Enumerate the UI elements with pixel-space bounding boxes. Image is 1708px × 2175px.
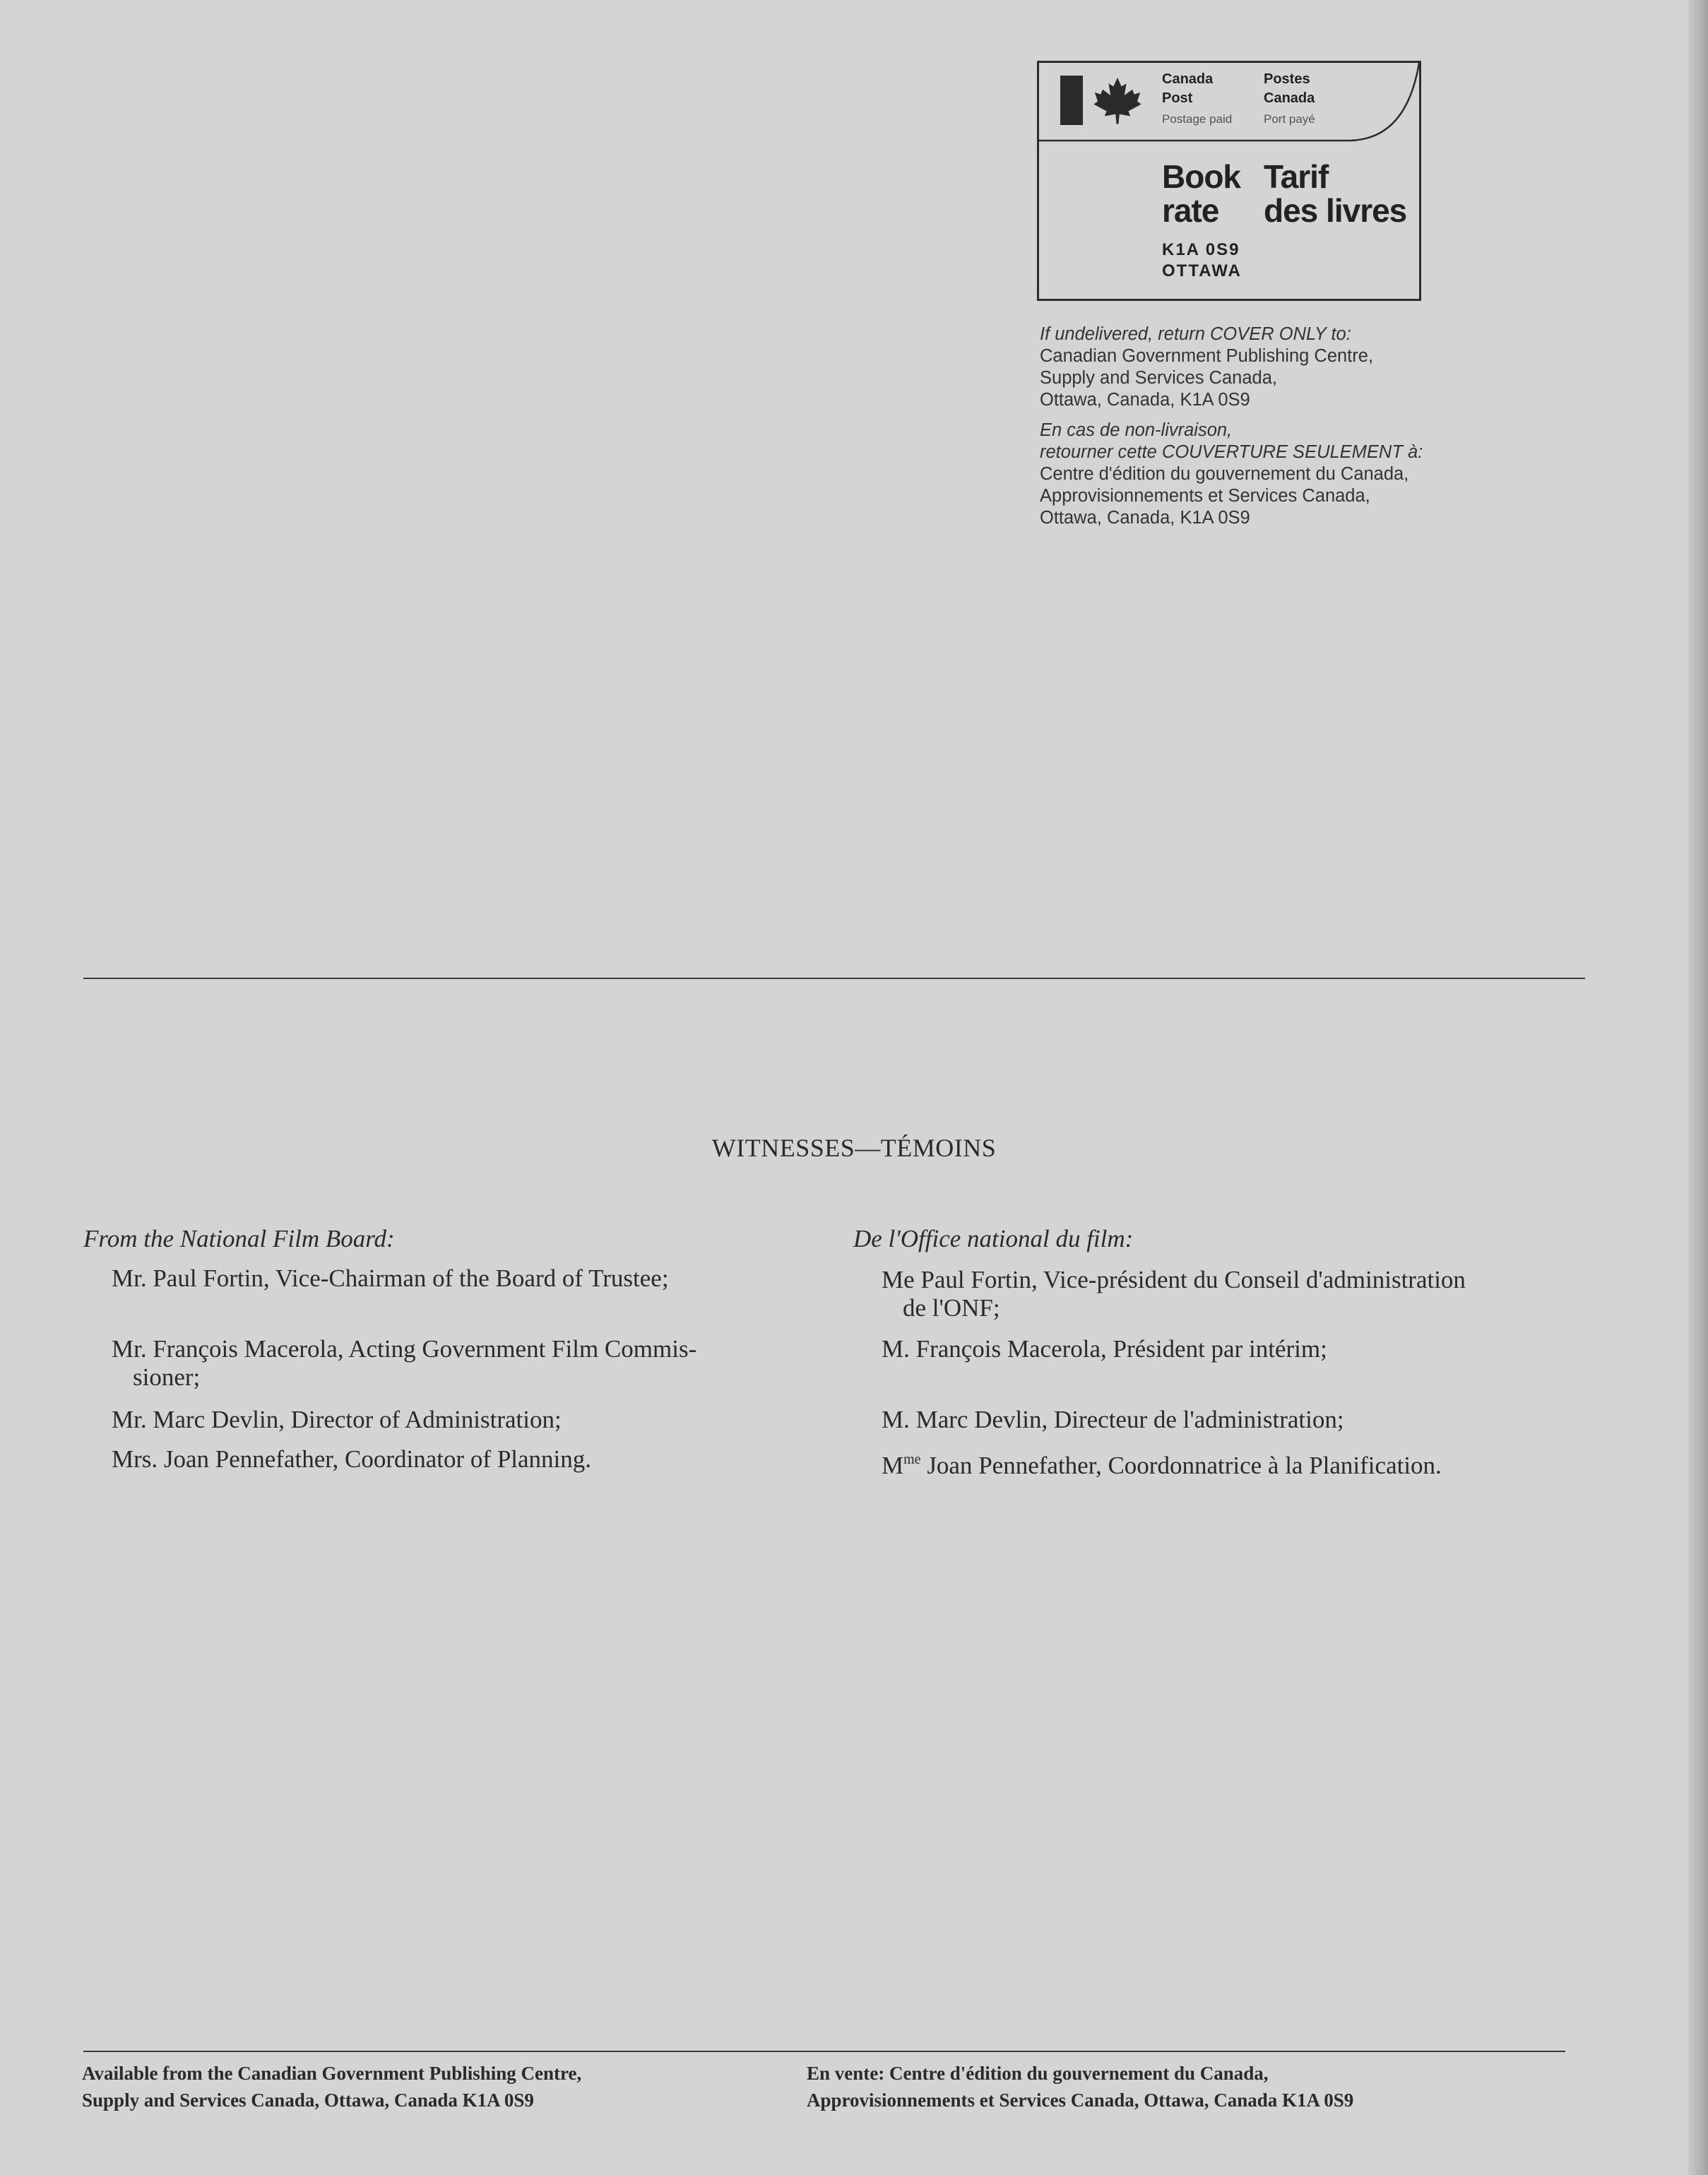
witness-fr-entry: Me Paul Fortin, Vice-président du Conseil d'administration	[882, 1266, 1466, 1293]
footer-fr	[807, 2060, 1353, 2114]
book-rate-en-line1: Book	[1162, 158, 1240, 195]
title-prefix: M	[882, 1452, 904, 1479]
postes-canada-fr-line2: Canada	[1264, 90, 1315, 106]
witness-fr-entry-cont: de l'ONF;	[903, 1294, 1000, 1322]
return-notice-fr-line: Ottawa, Canada, K1A 0S9	[1040, 508, 1250, 528]
witness-en-entry: Mr. François Macerola, Acting Government Film Commis-	[112, 1335, 697, 1363]
postal-code: K1A 0S9	[1162, 240, 1240, 259]
witness-fr-entry: M. Marc Devlin, Directeur de l'administration;	[882, 1406, 1344, 1433]
section-divider	[83, 978, 1585, 979]
return-notice-fr-line: Centre d'édition du gouvernement du Canada,	[1040, 464, 1409, 484]
witness-en-entry: Mr. Marc Devlin, Director of Administration;	[112, 1406, 562, 1433]
book-rate-fr-line1: Tarif	[1264, 158, 1329, 195]
flag-bar-icon	[1060, 76, 1083, 125]
return-notice-en-line: Supply and Services Canada,	[1040, 368, 1277, 388]
book-rate-fr-line2: des livres	[1264, 192, 1407, 229]
witnesses-en-column	[83, 1225, 832, 1473]
witnesses-en-heading: From the National Film Board:	[83, 1225, 395, 1252]
title-superscript: me	[903, 1452, 921, 1467]
footer-en-line: Supply and Services Canada, Ottawa, Canada K1A 0S9	[82, 2090, 534, 2111]
witness-en-entry: Mr. Paul Fortin, Vice-Chairman of the Board of Trustee;	[112, 1264, 669, 1292]
postes-canada-fr-line1: Postes	[1264, 71, 1310, 87]
maple-leaf-icon	[1093, 76, 1142, 125]
return-notice-en-line: Ottawa, Canada, K1A 0S9	[1040, 390, 1250, 410]
page-binding-edge	[1688, 0, 1708, 2175]
city: OTTAWA	[1162, 261, 1242, 280]
witnesses-fr-column	[853, 1225, 1602, 1479]
postage-paid-en: Postage paid	[1162, 112, 1233, 126]
footer-divider	[83, 2051, 1565, 2052]
witness-fr-entry: M. François Macerola, Président par intérim;	[882, 1335, 1327, 1363]
footer-en	[82, 2060, 581, 2114]
witnesses-fr-heading: De l'Office national du film:	[853, 1225, 1134, 1252]
return-notice-fr-intro: En cas de non-livraison,	[1040, 420, 1233, 440]
witnesses-title: WITNESSES—TÉMOINS	[711, 1134, 997, 1162]
return-notice	[1040, 324, 1548, 529]
return-notice-en-line: Canadian Government Publishing Centre,	[1040, 346, 1374, 366]
witness-fr-name: Joan Pennefather, Coordonnatrice à la Planification.	[927, 1452, 1442, 1479]
return-notice-fr-intro: retourner cette COUVERTURE SEULEMENT à:	[1040, 442, 1423, 462]
canada-post-en-line2: Post	[1162, 90, 1193, 106]
postage-indicia	[1037, 61, 1421, 301]
witness-en-entry-cont: sioner;	[133, 1363, 201, 1391]
witness-en-entry: Mrs. Joan Pennefather, Coordinator of Planning.	[112, 1445, 592, 1473]
footer-fr-line: Approvisionnements et Services Canada, Ottawa, Canada K1A 0S9	[807, 2090, 1354, 2111]
canada-post-en-line1: Canada	[1162, 71, 1214, 87]
return-notice-en-intro: If undelivered, return COVER ONLY to:	[1040, 324, 1351, 344]
footer-fr-line: En vente: Centre d'édition du gouvernement du Canada,	[807, 2063, 1269, 2084]
footer-en-line: Available from the Canadian Government Publishing Centre,	[82, 2063, 582, 2084]
postage-paid-fr: Port payé	[1264, 112, 1315, 126]
return-notice-fr-line: Approvisionnements et Services Canada,	[1040, 486, 1370, 506]
witness-fr-entry	[882, 1445, 1442, 1480]
book-rate-en-line2: rate	[1162, 192, 1219, 229]
